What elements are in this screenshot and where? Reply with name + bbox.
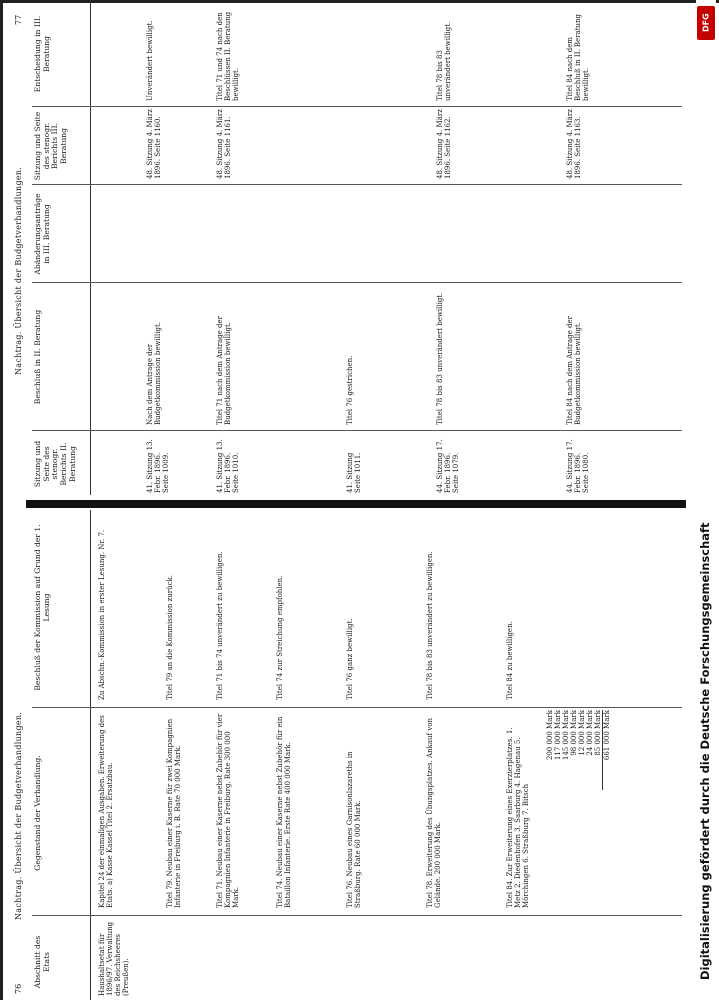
left-page-number: 76 — [14, 983, 23, 994]
value-item: 200 000 Mark — [546, 710, 554, 761]
right-row4-col1: 44. Sitzung 17. Febr. 1896. Seite 1079. — [436, 439, 461, 493]
dfg-watermark-bar — [696, 0, 716, 1000]
right-col-divider-1 — [32, 430, 682, 431]
left-value-list — [546, 710, 611, 790]
right-col1-header: Sitzung und Seite des stenogr. Berichts II. Beratung — [33, 440, 77, 488]
right-row2-col5: Titel 71 und 74 nach den Beschlüssen II. Beratung bewilligt. — [216, 11, 241, 101]
dfg-watermark-text: Digitalisierung gefördert durch die Deutsche Forschungsgemeinschaft — [698, 522, 712, 980]
right-col3-header: Abänderungsanträge in III. Beratung — [33, 193, 51, 275]
left-row7-col2: Titel 84. Zur Erweiterung eines Exerzierplatzes. 1. Metz 2. Diedenhofen 3. Saarburg 4. Hagenau 5. Mörchingen 6. Straßburg 7. Bitsch — [506, 727, 531, 908]
right-col-divider-2 — [32, 282, 682, 283]
right-row3-col2: Titel 76 gestrichen. — [346, 355, 354, 425]
right-row2-col4: 48. Sitzung 4. März 1896. Seite 1161. — [216, 109, 233, 179]
right-page — [6, 0, 696, 495]
value-total: 661 000 Mark — [602, 710, 611, 790]
right-row5-col2: Titel 84 nach dem Antrage der Budgetkommission bewilligt. — [566, 316, 583, 425]
right-col4-header: Sitzung und Seite des stenogr. Berichts III. Beratung — [33, 111, 69, 181]
page-gutter — [26, 500, 686, 508]
value-item: 85 000 Mark — [594, 710, 603, 756]
left-row4-col2: Titel 74. Neubau einer Kaserne nebst Zubehör für ein Bataillon Infanterie. Erste Rate 400 000 Mark. — [276, 716, 293, 908]
right-row5-col1: 44. Sitzung 17. Febr. 1896. Seite 1080. — [566, 439, 591, 493]
value-item: 12 000 Mark — [578, 710, 587, 756]
right-row3-col1: 41. Sitzung Seite 1011. — [346, 452, 363, 493]
left-page — [6, 510, 696, 1000]
left-col-divider-2 — [32, 707, 682, 708]
scanned-document — [6, 0, 696, 1000]
left-row2-col3: Titel 79 an die Kommission zurück. — [166, 574, 174, 700]
left-row6-col2: Titel 78. Erweiterung des Übungsplatzes. Ankauf von Gelände. 200 000 Mark. — [426, 717, 443, 908]
left-row3-col2: Titel 71. Neubau einer Kaserne nebst Zubehör für vier Kompagnien Infanterie in Freiburg. Rate 300 000 Mark. — [216, 713, 241, 908]
left-col3-header: Beschluß der Kommission auf Grund der 1. Lesung — [33, 524, 51, 691]
left-header-row — [32, 510, 91, 1000]
right-row5-col5: Titel 84 nach dem Beschluß in II. Beratung bewilligt. — [566, 13, 591, 101]
left-row7-col3: Titel 84 zu bewilligen. — [506, 621, 514, 700]
left-row1-col3: Zu Abschn.-Kommission in erster Lesung. Nr. 7. — [98, 529, 106, 700]
right-row5-col4: 48. Sitzung 4. März 1896. Seite 1163. — [566, 109, 583, 179]
left-row3-col3: Titel 71 bis 74 unverändert zu bewilligen. — [216, 551, 224, 700]
right-row4-col2: Titel 78 bis 83 unverändert bewilligt. — [436, 292, 444, 425]
right-row1-col4: 48. Sitzung 4. März 1896. Seite 1160. — [146, 109, 163, 179]
rotated-spread — [6, 0, 696, 1000]
right-col-divider-4 — [32, 106, 682, 107]
right-col-divider-3 — [32, 184, 682, 185]
value-item: 145 000 Mark — [562, 710, 571, 761]
left-row1-col2: Kapitel 24 der einmaligen Ausgaben. Erweiterung des Etats. a) Kasse Kassel Titel 2. Ersatzbau. — [98, 715, 115, 908]
left-row6-col3: Titel 78 bis 83 unverändert zu bewilligen. — [426, 551, 434, 700]
left-row4-col3: Titel 74 zur Streichung empfohlen. — [276, 575, 284, 700]
dfg-logo: DFG — [697, 6, 715, 40]
right-row4-col4: 48. Sitzung 4. März 1896. Seite 1162. — [436, 109, 453, 179]
left-row5-col3: Titel 76 ganz bewilligt. — [346, 618, 354, 700]
scan-border-left — [0, 0, 3, 1000]
right-col2-header: Beschluß in II. Beratung — [33, 309, 42, 405]
right-row1-col2: Nach dem Antrage der Budgetkommission bewilligt. — [146, 321, 163, 425]
left-row2-col2: Titel 79. Neubau einer Kaserne für zwei Kompagnien Infanterie in Freiburg i. B. Rate 70 000 Mark. — [166, 718, 183, 908]
value-item: 24 000 Mark — [586, 710, 595, 756]
left-col-divider-1 — [32, 915, 682, 916]
left-row5-col2: Titel 76. Neubau eines Garnisonlazareths in Straßburg. Rate 60 000 Mark. — [346, 751, 363, 908]
left-col1-header: Abschnitt des Etats — [33, 935, 51, 989]
left-running-head: Nachtrag. Übersicht der Budgetverhandlungen. — [14, 711, 23, 920]
right-row1-col5: Unverändert bewilligt. — [146, 20, 154, 101]
right-col5-header: Entscheidung in III. Beratung — [33, 15, 51, 93]
value-item: 98 000 Mark — [570, 710, 579, 756]
left-col2-header: Gegenstand der Verhandlung. — [33, 755, 42, 871]
right-page-number: 77 — [14, 14, 23, 25]
right-row4-col5: Titel 78 bis 83 unverändert bewilligt. — [436, 21, 453, 101]
left-row1-col1: Haushaltsetat für 1896/97. Verwaltung des Reichsheeres (Preußen). — [98, 921, 131, 996]
value-item: 117 000 Mark — [554, 710, 563, 761]
right-row1-col1: 41. Sitzung 13. Febr. 1896. Seite 1009. — [146, 439, 171, 493]
right-header-row — [32, 0, 91, 495]
right-row2-col2: Titel 71 nach dem Antrage der Budgetkommission bewilligt. — [216, 316, 233, 425]
right-running-head: Nachtrag. Übersicht der Budgetverhandlungen. — [14, 166, 23, 375]
right-row2-col1: 41. Sitzung 13. Febr. 1896. Seite 1010. — [216, 439, 241, 493]
